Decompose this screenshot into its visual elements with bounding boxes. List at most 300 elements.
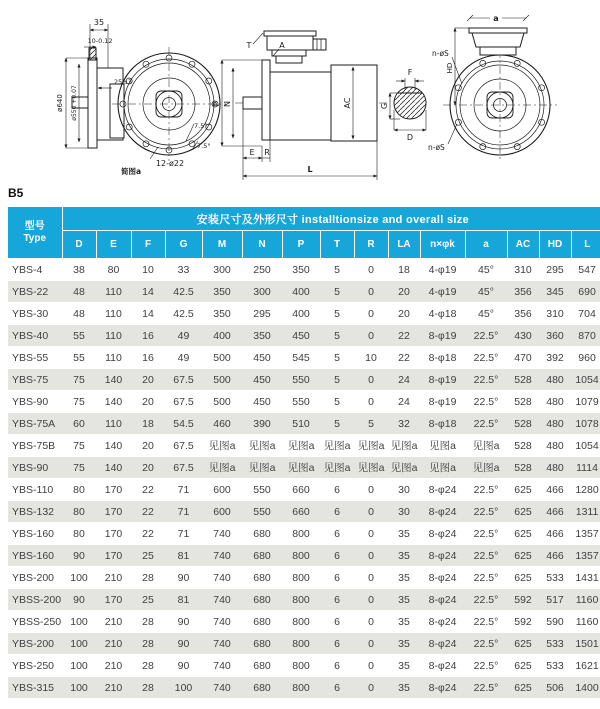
dimension-table bbox=[8, 207, 600, 699]
value-cell: 5 bbox=[320, 391, 354, 413]
model-type-cell: YBS-90 bbox=[8, 457, 62, 479]
value-cell: 800 bbox=[282, 589, 320, 611]
model-type-cell: YBS-4 bbox=[8, 259, 62, 281]
value-cell: 533 bbox=[539, 633, 571, 655]
value-cell: 25 bbox=[131, 545, 165, 567]
value-cell: 510 bbox=[282, 413, 320, 435]
value-cell: 480 bbox=[539, 435, 571, 457]
value-cell: 22.5° bbox=[465, 325, 507, 347]
value-cell: 25 bbox=[131, 589, 165, 611]
model-type-cell: YBS-132 bbox=[8, 501, 62, 523]
value-cell: 14 bbox=[131, 281, 165, 303]
value-cell: 0 bbox=[354, 567, 388, 589]
value-cell: 1357 bbox=[571, 523, 600, 545]
type-header-zh: 型号 bbox=[24, 220, 45, 232]
value-cell: 547 bbox=[571, 259, 600, 281]
value-cell: 见图a bbox=[202, 457, 242, 479]
model-type-cell: YBS-160 bbox=[8, 523, 62, 545]
value-cell: 680 bbox=[242, 677, 282, 699]
value-cell: 22 bbox=[131, 523, 165, 545]
model-type-cell: YBS-200 bbox=[8, 633, 62, 655]
value-cell: 450 bbox=[242, 391, 282, 413]
table-row bbox=[8, 501, 600, 523]
value-cell: 1431 bbox=[571, 567, 600, 589]
table-row bbox=[8, 545, 600, 567]
value-cell: 见图a bbox=[282, 435, 320, 457]
value-cell: 18 bbox=[388, 259, 420, 281]
dim-a-label: A bbox=[279, 41, 285, 50]
value-cell: 20 bbox=[131, 457, 165, 479]
value-cell: 625 bbox=[507, 523, 539, 545]
value-cell: 42.5 bbox=[165, 303, 202, 325]
value-cell: 67.5 bbox=[165, 391, 202, 413]
flange-side-view bbox=[72, 48, 124, 148]
model-type-cell: YBS-40 bbox=[8, 325, 62, 347]
value-cell: 1357 bbox=[571, 545, 600, 567]
value-cell: 8-φ24 bbox=[420, 479, 465, 501]
value-cell: 4-φ19 bbox=[420, 281, 465, 303]
value-cell: 0 bbox=[354, 325, 388, 347]
value-cell: 528 bbox=[507, 435, 539, 457]
value-cell: 见图a bbox=[465, 435, 507, 457]
column-header-9: LA bbox=[388, 231, 420, 259]
dim-f-label: F bbox=[407, 68, 413, 77]
value-cell: 466 bbox=[539, 479, 571, 501]
value-cell: 22.5° bbox=[465, 347, 507, 369]
value-cell: 33 bbox=[165, 259, 202, 281]
value-cell: 6 bbox=[320, 545, 354, 567]
value-cell: 5 bbox=[320, 369, 354, 391]
value-cell: 42.5 bbox=[165, 281, 202, 303]
value-cell: 20 bbox=[388, 303, 420, 325]
value-cell: 22.5° bbox=[465, 501, 507, 523]
value-cell: 625 bbox=[507, 633, 539, 655]
value-cell: 0 bbox=[354, 589, 388, 611]
value-cell: 8-φ24 bbox=[420, 589, 465, 611]
value-cell: 800 bbox=[282, 567, 320, 589]
value-cell: 466 bbox=[539, 523, 571, 545]
value-cell: 528 bbox=[507, 369, 539, 391]
value-cell: 见图a bbox=[354, 435, 388, 457]
value-cell: 140 bbox=[96, 435, 131, 457]
value-cell: 20 bbox=[131, 369, 165, 391]
value-cell: 100 bbox=[62, 611, 96, 633]
table-row bbox=[8, 479, 600, 501]
table-row bbox=[8, 325, 600, 347]
value-cell: 30 bbox=[388, 479, 420, 501]
value-cell: 170 bbox=[96, 523, 131, 545]
column-header-5: N bbox=[242, 231, 282, 259]
value-cell: 22.5° bbox=[465, 655, 507, 677]
column-header-3: G bbox=[165, 231, 202, 259]
table-row bbox=[8, 567, 600, 589]
value-cell: 22 bbox=[388, 325, 420, 347]
model-type-cell: YBS-315 bbox=[8, 677, 62, 699]
table-row bbox=[8, 677, 600, 699]
table-row bbox=[8, 303, 600, 325]
table-body bbox=[8, 259, 600, 699]
column-header-13: HD bbox=[539, 231, 571, 259]
value-cell: 45° bbox=[465, 281, 507, 303]
value-cell: 550 bbox=[242, 501, 282, 523]
value-cell: 60 bbox=[62, 413, 96, 435]
value-cell: 1079 bbox=[571, 391, 600, 413]
value-cell: 71 bbox=[165, 523, 202, 545]
value-cell: 1078 bbox=[571, 413, 600, 435]
value-cell: 870 bbox=[571, 325, 600, 347]
model-type-cell: YBS-75A bbox=[8, 413, 62, 435]
value-cell: 704 bbox=[571, 303, 600, 325]
value-cell: 390 bbox=[242, 413, 282, 435]
value-cell: 1400 bbox=[571, 677, 600, 699]
value-cell: 1054 bbox=[571, 435, 600, 457]
table-row bbox=[8, 611, 600, 633]
model-type-cell: YBS-30 bbox=[8, 303, 62, 325]
value-cell: 71 bbox=[165, 501, 202, 523]
value-cell: 500 bbox=[202, 347, 242, 369]
value-cell: 625 bbox=[507, 567, 539, 589]
value-cell: 22.5° bbox=[465, 589, 507, 611]
value-cell: 100 bbox=[62, 633, 96, 655]
value-cell: 71 bbox=[165, 479, 202, 501]
value-cell: 400 bbox=[282, 303, 320, 325]
value-cell: 1311 bbox=[571, 501, 600, 523]
value-cell: 110 bbox=[96, 347, 131, 369]
value-cell: 见图a bbox=[202, 435, 242, 457]
value-cell: 100 bbox=[62, 677, 96, 699]
value-cell: 22.5° bbox=[465, 633, 507, 655]
value-cell: 35 bbox=[388, 589, 420, 611]
value-cell: 4-φ18 bbox=[420, 303, 465, 325]
value-cell: 28 bbox=[131, 611, 165, 633]
value-cell: 54.5 bbox=[165, 413, 202, 435]
value-cell: 30 bbox=[388, 501, 420, 523]
section-label-b5: B5 bbox=[8, 186, 24, 200]
value-cell: 20 bbox=[388, 281, 420, 303]
value-cell: 310 bbox=[507, 259, 539, 281]
table-row bbox=[8, 369, 600, 391]
value-cell: 见图a bbox=[242, 457, 282, 479]
value-cell: 0 bbox=[354, 479, 388, 501]
table-row bbox=[8, 435, 600, 457]
value-cell: 592 bbox=[507, 589, 539, 611]
value-cell: 90 bbox=[165, 611, 202, 633]
value-cell: 506 bbox=[539, 677, 571, 699]
value-cell: 22 bbox=[388, 347, 420, 369]
value-cell: 680 bbox=[242, 545, 282, 567]
value-cell: 22.5° bbox=[465, 611, 507, 633]
value-cell: 28 bbox=[131, 567, 165, 589]
table-row bbox=[8, 281, 600, 303]
value-cell: 20 bbox=[131, 391, 165, 413]
table-row bbox=[8, 347, 600, 369]
value-cell: 8-φ19 bbox=[420, 391, 465, 413]
table-row bbox=[8, 413, 600, 435]
value-cell: 6 bbox=[320, 567, 354, 589]
shaft-cross-section bbox=[390, 78, 426, 130]
value-cell: 500 bbox=[202, 369, 242, 391]
value-cell: 310 bbox=[539, 303, 571, 325]
value-cell: 55 bbox=[62, 325, 96, 347]
value-cell: 见图a bbox=[242, 435, 282, 457]
value-cell: 350 bbox=[202, 281, 242, 303]
value-cell: 680 bbox=[242, 655, 282, 677]
value-cell: 75 bbox=[62, 369, 96, 391]
value-cell: 20 bbox=[131, 435, 165, 457]
value-cell: 356 bbox=[507, 303, 539, 325]
value-cell: 5 bbox=[320, 413, 354, 435]
column-header-4: M bbox=[202, 231, 242, 259]
value-cell: 660 bbox=[282, 501, 320, 523]
value-cell: 8-φ24 bbox=[420, 677, 465, 699]
value-cell: 28 bbox=[131, 633, 165, 655]
dim-g-label: G bbox=[380, 102, 389, 110]
value-cell: 22.5° bbox=[465, 479, 507, 501]
value-cell: 170 bbox=[96, 501, 131, 523]
value-cell: 35 bbox=[388, 545, 420, 567]
value-cell: 8-φ18 bbox=[420, 413, 465, 435]
value-cell: 48 bbox=[62, 303, 96, 325]
value-cell: 1280 bbox=[571, 479, 600, 501]
value-cell: 680 bbox=[242, 523, 282, 545]
value-cell: 81 bbox=[165, 545, 202, 567]
value-cell: 680 bbox=[242, 589, 282, 611]
model-type-cell: YBSS-200 bbox=[8, 589, 62, 611]
value-cell: 8-φ24 bbox=[420, 501, 465, 523]
dim-p-label: P bbox=[212, 101, 221, 107]
value-cell: 80 bbox=[96, 259, 131, 281]
value-cell: 545 bbox=[282, 347, 320, 369]
value-cell: 800 bbox=[282, 523, 320, 545]
value-cell: 450 bbox=[242, 369, 282, 391]
value-cell: 140 bbox=[96, 369, 131, 391]
value-cell: 48 bbox=[62, 281, 96, 303]
value-cell: 见图a bbox=[420, 435, 465, 457]
value-cell: 22 bbox=[131, 501, 165, 523]
value-cell: 8-φ24 bbox=[420, 633, 465, 655]
value-cell: 100 bbox=[62, 567, 96, 589]
value-cell: 625 bbox=[507, 479, 539, 501]
value-cell: 0 bbox=[354, 501, 388, 523]
value-cell: 625 bbox=[507, 655, 539, 677]
holes-12-22-label: 12-ø22 bbox=[155, 159, 185, 168]
value-cell: 690 bbox=[571, 281, 600, 303]
column-header-12: AC bbox=[507, 231, 539, 259]
value-cell: 45° bbox=[465, 303, 507, 325]
value-cell: 356 bbox=[507, 281, 539, 303]
column-header-8: R bbox=[354, 231, 388, 259]
table-row bbox=[8, 259, 600, 281]
value-cell: 466 bbox=[539, 501, 571, 523]
value-cell: 22.5° bbox=[465, 413, 507, 435]
value-cell: 0 bbox=[354, 281, 388, 303]
value-cell: 0 bbox=[354, 391, 388, 413]
value-cell: 466 bbox=[539, 545, 571, 567]
value-cell: 480 bbox=[539, 413, 571, 435]
value-cell: 680 bbox=[242, 633, 282, 655]
value-cell: 28 bbox=[131, 677, 165, 699]
model-type-cell: YBS-250 bbox=[8, 655, 62, 677]
value-cell: 1160 bbox=[571, 589, 600, 611]
value-cell: 170 bbox=[96, 479, 131, 501]
dim-n-label: N bbox=[223, 101, 232, 107]
dim-35-label: 35 bbox=[93, 18, 105, 27]
group-header-row bbox=[8, 207, 600, 231]
value-cell: 800 bbox=[282, 655, 320, 677]
value-cell: 533 bbox=[539, 567, 571, 589]
value-cell: 470 bbox=[507, 347, 539, 369]
value-cell: 6 bbox=[320, 589, 354, 611]
value-cell: 1160 bbox=[571, 611, 600, 633]
value-cell: 8-φ19 bbox=[420, 369, 465, 391]
value-cell: 见图a bbox=[320, 457, 354, 479]
value-cell: 18 bbox=[131, 413, 165, 435]
column-header-row bbox=[8, 231, 600, 259]
model-type-cell: YBS-22 bbox=[8, 281, 62, 303]
value-cell: 90 bbox=[165, 567, 202, 589]
value-cell: 0 bbox=[354, 611, 388, 633]
group-header-cell: 安装尺寸及外形尺寸 installtionsize and overall size bbox=[62, 207, 600, 231]
value-cell: 740 bbox=[202, 545, 242, 567]
value-cell: 528 bbox=[507, 413, 539, 435]
model-type-cell: YBS-200 bbox=[8, 567, 62, 589]
value-cell: 170 bbox=[96, 545, 131, 567]
holes-ns-bottom-label: n-øS bbox=[428, 143, 445, 152]
dim-a-small-label: a bbox=[493, 14, 499, 23]
value-cell: 533 bbox=[539, 655, 571, 677]
value-cell: 740 bbox=[202, 677, 242, 699]
value-cell: 80 bbox=[62, 501, 96, 523]
value-cell: 14 bbox=[131, 303, 165, 325]
value-cell: 600 bbox=[202, 479, 242, 501]
dim-d-label: D bbox=[406, 133, 414, 142]
value-cell: 740 bbox=[202, 567, 242, 589]
angle-7-5-label-1: 7.5° bbox=[194, 122, 208, 130]
value-cell: 350 bbox=[282, 259, 320, 281]
model-type-cell: YBS-110 bbox=[8, 479, 62, 501]
value-cell: 38 bbox=[62, 259, 96, 281]
value-cell: 10 bbox=[131, 259, 165, 281]
value-cell: 210 bbox=[96, 567, 131, 589]
value-cell: 55 bbox=[62, 347, 96, 369]
value-cell: 110 bbox=[96, 413, 131, 435]
value-cell: 8-φ24 bbox=[420, 523, 465, 545]
value-cell: 1114 bbox=[571, 457, 600, 479]
value-cell: 8-φ19 bbox=[420, 325, 465, 347]
value-cell: 800 bbox=[282, 677, 320, 699]
column-header-7: T bbox=[320, 231, 354, 259]
value-cell: 见图a bbox=[354, 457, 388, 479]
value-cell: 590 bbox=[539, 611, 571, 633]
value-cell: 5 bbox=[320, 347, 354, 369]
value-cell: 0 bbox=[354, 655, 388, 677]
dim-640-label: ø640 bbox=[56, 94, 64, 112]
value-cell: 140 bbox=[96, 457, 131, 479]
value-cell: 1501 bbox=[571, 633, 600, 655]
front-terminal-box bbox=[469, 28, 527, 55]
value-cell: 67.5 bbox=[165, 457, 202, 479]
column-header-0: D bbox=[62, 231, 96, 259]
value-cell: 295 bbox=[539, 259, 571, 281]
model-type-cell: YBS-75B bbox=[8, 435, 62, 457]
value-cell: 16 bbox=[131, 325, 165, 347]
value-cell: 400 bbox=[282, 281, 320, 303]
value-cell: 10 bbox=[354, 347, 388, 369]
column-header-11: a bbox=[465, 231, 507, 259]
value-cell: 5 bbox=[320, 325, 354, 347]
value-cell: 见图a bbox=[420, 457, 465, 479]
value-cell: 45° bbox=[465, 259, 507, 281]
angle-7-5-label-2: 7.5° bbox=[197, 142, 211, 150]
table-row bbox=[8, 655, 600, 677]
table-row bbox=[8, 391, 600, 413]
dim-550-label: ø550 +0.07 bbox=[71, 85, 78, 121]
value-cell: 625 bbox=[507, 545, 539, 567]
value-cell: 110 bbox=[96, 325, 131, 347]
value-cell: 22.5° bbox=[465, 391, 507, 413]
value-cell: 5 bbox=[320, 303, 354, 325]
value-cell: 35 bbox=[388, 677, 420, 699]
value-cell: 8-φ18 bbox=[420, 347, 465, 369]
value-cell: 517 bbox=[539, 589, 571, 611]
value-cell: 32 bbox=[388, 413, 420, 435]
value-cell: 740 bbox=[202, 523, 242, 545]
value-cell: 6 bbox=[320, 655, 354, 677]
value-cell: 680 bbox=[242, 567, 282, 589]
value-cell: 100 bbox=[165, 677, 202, 699]
column-header-10: n×φk bbox=[420, 231, 465, 259]
value-cell: 600 bbox=[202, 501, 242, 523]
value-cell: 49 bbox=[165, 325, 202, 347]
value-cell: 6 bbox=[320, 611, 354, 633]
value-cell: 550 bbox=[282, 369, 320, 391]
value-cell: 75 bbox=[62, 391, 96, 413]
value-cell: 295 bbox=[242, 303, 282, 325]
value-cell: 8-φ24 bbox=[420, 567, 465, 589]
value-cell: 见图a bbox=[388, 457, 420, 479]
table-row bbox=[8, 457, 600, 479]
motor-side-view bbox=[235, 31, 390, 141]
value-cell: 22.5° bbox=[465, 523, 507, 545]
value-cell: 5 bbox=[354, 413, 388, 435]
value-cell: 1054 bbox=[571, 369, 600, 391]
value-cell: 528 bbox=[507, 457, 539, 479]
value-cell: 81 bbox=[165, 589, 202, 611]
value-cell: 460 bbox=[202, 413, 242, 435]
value-cell: 528 bbox=[507, 391, 539, 413]
value-cell: 450 bbox=[282, 325, 320, 347]
dim-10-label: 10-0.12 bbox=[87, 37, 113, 45]
value-cell: 210 bbox=[96, 677, 131, 699]
value-cell: 0 bbox=[354, 369, 388, 391]
value-cell: 75 bbox=[62, 457, 96, 479]
value-cell: 210 bbox=[96, 633, 131, 655]
column-header-2: F bbox=[131, 231, 165, 259]
motor-front-view bbox=[443, 15, 557, 162]
value-cell: 210 bbox=[96, 611, 131, 633]
value-cell: 480 bbox=[539, 457, 571, 479]
column-header-14: L bbox=[571, 231, 600, 259]
type-header-en: Type bbox=[23, 232, 47, 244]
value-cell: 22.5° bbox=[465, 677, 507, 699]
dim-r-label: R bbox=[264, 148, 270, 157]
value-cell: 140 bbox=[96, 391, 131, 413]
value-cell: 22 bbox=[131, 479, 165, 501]
value-cell: 250 bbox=[242, 259, 282, 281]
value-cell: 660 bbox=[282, 479, 320, 501]
value-cell: 210 bbox=[96, 655, 131, 677]
value-cell: 6 bbox=[320, 501, 354, 523]
